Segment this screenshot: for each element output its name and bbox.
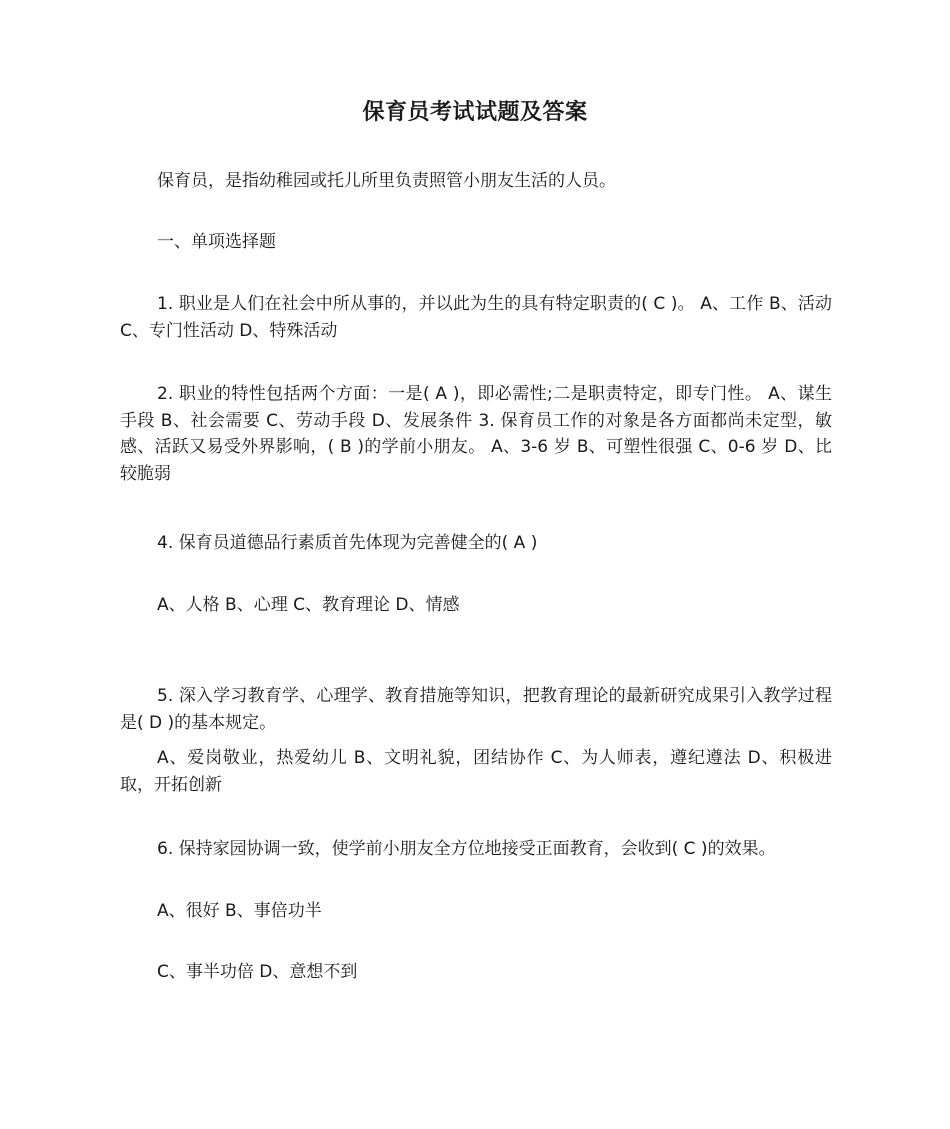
question-2-3: 2. 职业的特性包括两个方面：一是( A )，即必需性;二是职责特定，即专门性。 A、谋生手段 B、社会需要 C、劳动手段 D、发展条件 3. 保育员工作的对象是各方面都尚未定型，敏感、活跃又易受外界影响，( B )的学前小朋友。 A、3-6 岁 B、可塑性很强 C、0-6 岁 D、比较脆弱: [120, 384, 832, 484]
question-4: 4. 保育员道德品行素质首先体现为完善健全的( A ): [157, 533, 538, 553]
question-6-options-ab: A、很好 B、事倍功半: [157, 901, 322, 921]
question-5: 5. 深入学习教育学、心理学、教育措施等知识，把教育理论的最新研究成果引入教学过程是( D )的基本规定。: [120, 686, 832, 733]
intro-paragraph: 保育员，是指幼稚园或托儿所里负责照管小朋友生活的人员。: [157, 171, 616, 191]
question-5-options: A、爱岗敬业，热爱幼儿 B、文明礼貌，团结协作 C、为人师表，遵纪遵法 D、积极进取，开拓创新: [120, 748, 832, 795]
question-6-options-cd: C、事半功倍 D、意想不到: [157, 962, 358, 982]
question-6: 6. 保持家园协调一致，使学前小朋友全方位地接受正面教育，会收到( C )的效果。: [157, 839, 776, 859]
document-title: 保育员考试试题及答案: [362, 100, 588, 125]
section-heading: 一、单项选择题: [157, 232, 276, 252]
question-4-options: A、人格 B、心理 C、教育理论 D、情感: [157, 595, 460, 615]
question-1: 1. 职业是人们在社会中所从事的，并以此为生的具有特定职责的( C )。 A、工作 B、活动 C、专门性活动 D、特殊活动: [120, 294, 832, 341]
